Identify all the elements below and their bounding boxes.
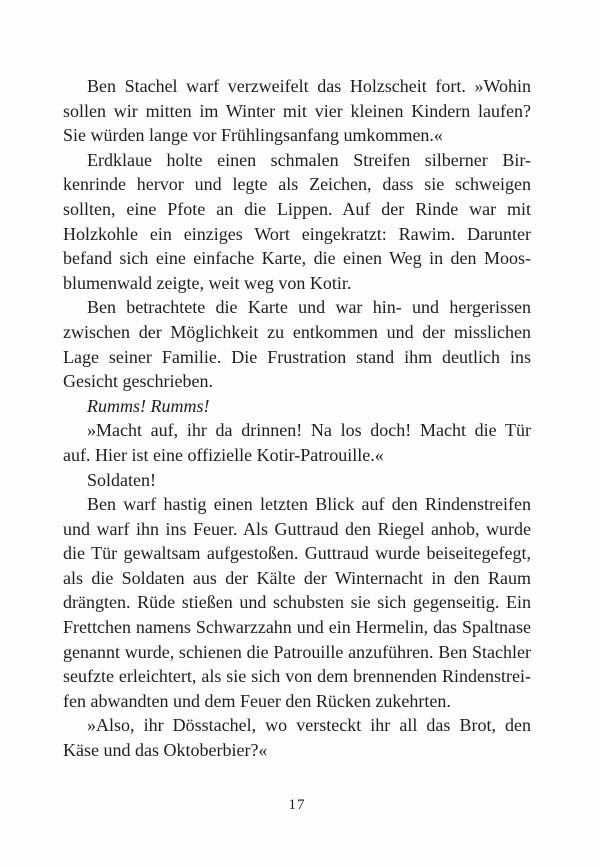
text-line: Ben betrachtete die Karte und war hin- und hergerissen <box>87 297 531 318</box>
text-line: als die Soldaten aus der Kälte der Winternacht in den Raum <box>63 567 531 588</box>
text-line: sollten, eine Pfote an die Lippen. Auf der Rinde war mit <box>63 198 531 219</box>
text-line: Holzkohle ein einziges Wort eingekratzt: Rawim. Darunter <box>63 223 531 244</box>
text-line: Gesicht geschrieben. <box>63 371 213 392</box>
text-line: Ben warf hastig einen letzten Blick auf den Rindenstreifen <box>87 494 531 515</box>
text-line: Lage seiner Familie. Die Frustration stand ihm deutlich ins <box>63 346 531 367</box>
text-line: Frettchen namens Schwarzzahn und ein Hermelin, das Spaltnase <box>63 617 531 638</box>
paragraph <box>63 418 531 467</box>
text-line: befand sich eine einfache Karte, die einen Weg in den Moos- <box>63 248 531 269</box>
text-line: zwischen der Möglichkeit zu entkommen und der misslichen <box>63 321 531 342</box>
paragraph <box>63 148 531 296</box>
text-line: sollen wir mitten im Winter mit vier kleinen Kindern laufen? <box>63 100 531 121</box>
text-line: Soldaten! <box>87 469 156 490</box>
text-line: seufzte erleichtert, als sie sich von dem brennenden Rindenstrei- <box>63 666 531 687</box>
text-line: Sie würden lange vor Frühlingsanfang umkommen.« <box>63 125 443 146</box>
paragraph <box>63 468 531 493</box>
text-line: kenrinde hervor und legte als Zeichen, dass sie schweigen <box>63 174 531 195</box>
text-line: »Macht auf, ihr da drinnen! Na los doch! Macht die Tür <box>87 420 531 441</box>
text-line: drängten. Rüde stießen und schubsten sie sich gegenseitig. Ein <box>63 592 531 613</box>
text-line: Käse und das Oktoberbier?« <box>63 740 268 761</box>
text-line: Rumms! Rumms! <box>87 395 210 416</box>
text-line: fen abwandten und dem Feuer den Rücken zukehrten. <box>63 690 451 711</box>
page-number: 17 <box>288 797 306 813</box>
text-line: »Also, ihr Dösstachel, wo versteckt ihr all das Brot, den <box>87 715 531 736</box>
paragraph <box>63 295 531 393</box>
paragraph <box>63 713 531 762</box>
text-line: auf. Hier ist eine offizielle Kotir-Patrouille.« <box>63 444 384 465</box>
paragraph <box>63 394 531 419</box>
text-line: blumenwald zeigte, weit weg von Kotir. <box>63 272 352 293</box>
paragraph <box>63 74 531 148</box>
text-line: Ben Stachel warf verzweifelt das Holzscheit fort. »Wohin <box>87 76 531 96</box>
paragraph <box>63 492 531 713</box>
text-line: und warf ihn ins Feuer. Als Guttraud den Riegel anhob, wurde <box>63 518 531 539</box>
text-line: genannt wurde, schienen die Patrouille anzuführen. Ben Stachler <box>63 641 531 662</box>
text-line: Erdklaue holte einen schmalen Streifen silberner Bir- <box>87 149 531 170</box>
page-text <box>63 74 531 763</box>
text-line: die Tür gewaltsam aufgestoßen. Guttraud wurde beiseitegefegt, <box>63 543 531 564</box>
